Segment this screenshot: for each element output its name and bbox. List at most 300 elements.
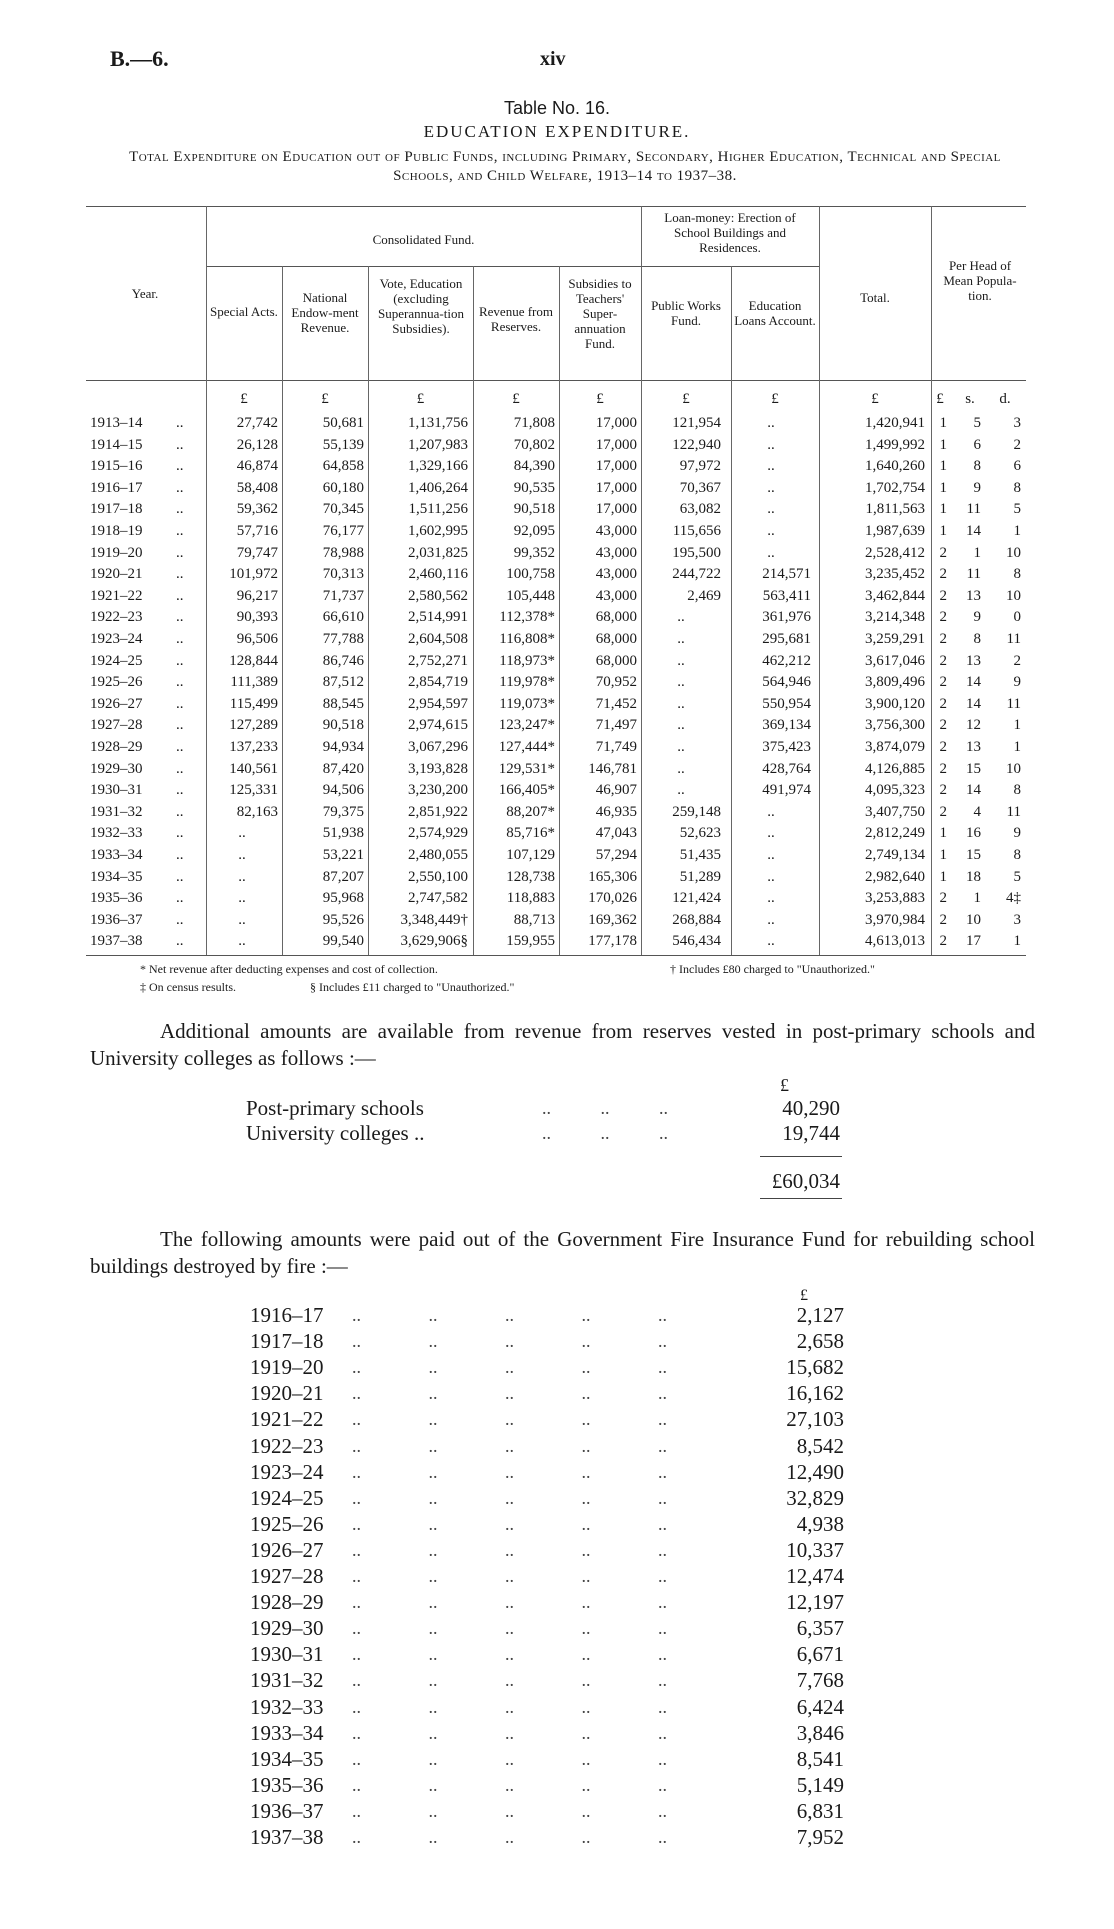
row-year: 1932–33 <box>90 825 143 842</box>
cell-per-head-pounds: 1 <box>939 501 947 518</box>
cell-revenue-reserves: 90,535 <box>513 479 555 496</box>
fire-item-value: 7,952 <box>796 1825 844 1849</box>
cell-subsidies: 57,294 <box>595 847 637 863</box>
cell-special-acts: 125,331 <box>229 782 278 799</box>
cell-per-head-pence: 0 <box>1013 609 1021 626</box>
cell-education-loans: .. <box>767 933 775 950</box>
cell-per-head-pence: 10 <box>1006 544 1021 561</box>
dot-leader: .. .. .. .. .. <box>352 1331 667 1352</box>
cell-per-head-pence: 3 <box>1013 911 1021 928</box>
dot-leader: .. <box>176 501 184 518</box>
cell-per-head-shillings: 9 <box>973 609 981 626</box>
cell-special-acts: 115,499 <box>229 695 278 712</box>
cell-per-head-pounds: 1 <box>939 523 947 539</box>
cell-subsidies: 17,000 <box>595 415 637 431</box>
dot-leader: .. <box>176 415 184 431</box>
cell-special-acts: 59,362 <box>236 501 278 518</box>
reserves-item-value: 40,290 <box>782 1096 840 1120</box>
cell-public-works: 122,940 <box>672 436 721 453</box>
cell-per-head-pounds: 2 <box>939 652 947 669</box>
row-year: 1923–24 <box>90 631 143 647</box>
dot-leader: .. .. .. .. .. <box>352 1644 667 1665</box>
cell-vote: 2,550,100 <box>408 868 468 885</box>
cell-revenue-reserves: 105,448 <box>506 587 555 604</box>
header-national-endowment: National Endow-ment Revenue. <box>291 290 359 335</box>
cell-national-endowment: 94,934 <box>322 739 364 755</box>
unit-label: £ <box>512 391 520 407</box>
fire-item-value: 16,162 <box>786 1381 844 1406</box>
unit-label: £ <box>321 391 329 407</box>
cell-public-works: 63,082 <box>679 501 721 518</box>
cell-total: 4,613,013 <box>865 933 925 950</box>
unit-label: £ <box>936 391 944 407</box>
header-special-acts: Special Acts. <box>210 304 278 319</box>
row-year: 1915–16 <box>90 458 143 475</box>
cell-per-head-shillings: 8 <box>973 458 981 475</box>
cell-public-works: 121,954 <box>672 415 721 431</box>
unit-label: £ <box>771 391 779 407</box>
unit-shillings: s. <box>965 391 975 407</box>
fire-item-value: 6,671 <box>796 1642 844 1667</box>
row-year: 1937–38 <box>90 933 143 950</box>
footnote-census: ‡ On census results. <box>140 980 236 994</box>
row-year: 1921–22 <box>90 587 143 604</box>
cell-vote: 2,460,116 <box>408 566 468 583</box>
cell-education-loans: 361,976 <box>762 609 811 626</box>
cell-revenue-reserves: 119,978* <box>499 674 555 691</box>
cell-per-head-pounds: 1 <box>939 458 947 475</box>
dot-leader: .. .. .. .. .. <box>352 1670 667 1691</box>
fire-item-value: 5,149 <box>796 1772 844 1797</box>
cell-total: 3,756,300 <box>865 717 925 734</box>
cell-per-head-shillings: 9 <box>973 479 981 496</box>
dot-leader: .. .. .. .. .. <box>352 1461 667 1482</box>
cell-total: 3,214,348 <box>865 609 925 626</box>
dot-leader: .. <box>176 523 184 539</box>
cell-total: 3,407,750 <box>865 803 925 820</box>
reserves-paragraph <box>90 1018 1035 1072</box>
cell-public-works: .. <box>677 652 685 669</box>
cell-education-loans: 491,974 <box>762 782 811 799</box>
cell-education-loans: .. <box>767 479 775 496</box>
cell-vote: 2,031,825 <box>408 544 468 561</box>
cell-per-head-shillings: 12 <box>966 717 981 734</box>
cell-national-endowment: 76,177 <box>322 523 364 539</box>
fire-item-year: 1916–17 <box>250 1303 324 1327</box>
cell-public-works: 115,656 <box>672 523 721 539</box>
dot-leader: .. <box>176 847 184 863</box>
cell-national-endowment: 95,968 <box>322 890 364 907</box>
cell-national-endowment: 64,858 <box>322 458 364 475</box>
cell-subsidies: 43,000 <box>595 544 637 561</box>
fire-item-year: 1917–18 <box>250 1329 324 1354</box>
unit-label: £ <box>240 391 248 407</box>
dot-leader: .. .. .. .. .. <box>352 1409 667 1430</box>
fire-item-year: 1929–30 <box>250 1616 324 1641</box>
cell-national-endowment: 53,221 <box>322 847 364 863</box>
cell-per-head-shillings: 1 <box>973 890 981 907</box>
header-revenue-reserves: Revenue from Reserves. <box>478 304 553 334</box>
fire-item-year: 1920–21 <box>250 1381 324 1406</box>
unit-pence: d. <box>999 391 1011 407</box>
fire-item-value: 6,357 <box>796 1616 844 1641</box>
cell-national-endowment: 87,512 <box>322 674 364 691</box>
table-subtitle: Total Expenditure on Education out of Public Funds, including Primary, Secondary, Higher Education, Technical and Special Schools, and Child Welfare, 1913–14 to 1937–38. <box>129 149 1001 184</box>
row-year: 1916–17 <box>90 479 143 496</box>
dot-leader: .. .. .. .. .. <box>352 1539 667 1560</box>
cell-per-head-pounds: 2 <box>939 890 947 907</box>
row-year: 1918–19 <box>90 523 143 539</box>
cell-special-acts: 58,408 <box>236 479 278 496</box>
fire-item-value: 12,490 <box>786 1459 844 1484</box>
cell-public-works: .. <box>677 609 685 626</box>
cell-subsidies: 46,935 <box>595 803 637 820</box>
cell-revenue-reserves: 119,073* <box>499 695 555 712</box>
cell-national-endowment: 71,737 <box>322 587 364 604</box>
dot-leader: .. <box>176 760 184 777</box>
dot-leader: .. <box>176 436 184 453</box>
cell-subsidies: 169,362 <box>588 911 637 928</box>
cell-vote: 3,629,906§ <box>400 933 468 950</box>
cell-revenue-reserves: 100,758 <box>506 566 555 583</box>
fire-item-value: 4,938 <box>796 1511 844 1536</box>
cell-vote: 2,954,597 <box>408 695 468 712</box>
dot-leader: .. .. .. .. .. <box>352 1383 667 1404</box>
cell-revenue-reserves: 88,713 <box>513 911 555 928</box>
dot-leader: .. .. .. <box>542 1123 668 1143</box>
cell-per-head-pounds: 1 <box>939 868 947 885</box>
cell-vote: 2,752,271 <box>408 652 468 669</box>
fire-paragraph <box>90 1226 1035 1280</box>
dot-leader: .. <box>176 933 184 950</box>
cell-vote: 3,193,828 <box>408 760 468 777</box>
dot-leader: .. <box>176 868 184 885</box>
cell-education-loans: .. <box>767 436 775 453</box>
cell-special-acts: 90,393 <box>236 609 278 626</box>
cell-per-head-shillings: 8 <box>973 631 981 647</box>
cell-per-head-shillings: 14 <box>966 674 981 691</box>
dot-leader: .. .. .. .. .. <box>352 1566 667 1586</box>
header-bottom-rule <box>86 380 1026 381</box>
cell-per-head-pence: 10 <box>1006 587 1021 604</box>
cell-per-head-pence: 8 <box>1013 479 1021 496</box>
cell-education-loans: 375,423 <box>762 739 811 755</box>
dot-leader: .. .. .. .. .. <box>352 1618 667 1639</box>
dot-leader: .. .. .. .. .. <box>352 1513 667 1534</box>
dot-leader: .. .. .. .. .. <box>352 1827 667 1847</box>
reserves-text: Additional amounts are available from revenue from reserves vested in post-primary schools and University colleges as follows :— <box>90 1019 1035 1070</box>
cell-per-head-pence: 9 <box>1013 825 1021 842</box>
cell-per-head-pounds: 2 <box>939 695 947 712</box>
dot-leader: .. <box>176 825 184 842</box>
cell-public-works: 259,148 <box>672 803 721 820</box>
cell-total: 3,874,079 <box>865 739 925 755</box>
row-year: 1926–27 <box>90 695 143 712</box>
cell-per-head-shillings: 10 <box>966 911 981 928</box>
cell-per-head-shillings: 18 <box>966 868 981 885</box>
cell-total: 3,253,883 <box>865 890 925 907</box>
fire-item-value: 6,424 <box>796 1694 844 1719</box>
cell-revenue-reserves: 118,883 <box>506 890 555 907</box>
cell-special-acts: .. <box>238 825 246 842</box>
fire-item-year: 1919–20 <box>250 1355 324 1380</box>
cell-public-works: .. <box>677 717 685 734</box>
fire-item-value: 8,541 <box>796 1746 844 1771</box>
cell-revenue-reserves: 92,095 <box>513 523 555 539</box>
cell-subsidies: 165,306 <box>588 868 637 885</box>
dot-leader: .. .. .. .. .. <box>352 1722 667 1743</box>
fire-item-year: 1928–29 <box>250 1590 324 1615</box>
dot-leader: .. <box>176 587 184 604</box>
cell-national-endowment: 86,746 <box>322 652 364 669</box>
cell-revenue-reserves: 116,808* <box>499 631 555 647</box>
row-year: 1913–14 <box>90 415 143 431</box>
cell-public-works: .. <box>677 695 685 712</box>
sum-rule <box>760 1156 842 1157</box>
cell-total: 1,420,941 <box>865 415 925 431</box>
cell-per-head-pounds: 1 <box>939 479 947 496</box>
cell-special-acts: 137,233 <box>229 739 278 755</box>
cell-vote: 1,131,756 <box>408 415 468 431</box>
cell-per-head-pounds: 2 <box>939 911 947 928</box>
cell-vote: 2,480,055 <box>408 847 468 863</box>
cell-subsidies: 68,000 <box>595 609 637 626</box>
cell-per-head-pounds: 2 <box>939 782 947 799</box>
row-year: 1930–31 <box>90 782 143 799</box>
cell-public-works: 244,722 <box>672 566 721 583</box>
document-code: B.—6. <box>110 46 169 71</box>
fire-item-value: 8,542 <box>796 1433 844 1458</box>
cell-per-head-shillings: 11 <box>966 501 981 518</box>
cell-per-head-pence: 4‡ <box>1006 890 1021 907</box>
cell-subsidies: 17,000 <box>595 436 637 453</box>
cell-revenue-reserves: 70,802 <box>513 436 555 453</box>
cell-per-head-pounds: 2 <box>939 739 947 755</box>
cell-special-acts: 46,874 <box>236 458 278 475</box>
dot-leader: .. .. .. .. .. <box>352 1592 667 1613</box>
cell-public-works: .. <box>677 674 685 691</box>
cell-education-loans: .. <box>767 523 775 539</box>
header-year: Year. <box>131 286 159 301</box>
cell-total: 3,462,844 <box>865 587 925 604</box>
cell-per-head-shillings: 5 <box>973 415 981 431</box>
row-year: 1917–18 <box>90 501 143 518</box>
cell-education-loans: .. <box>767 868 775 885</box>
dot-leader: .. .. .. <box>542 1098 668 1118</box>
cell-public-works: .. <box>677 782 685 799</box>
cell-subsidies: 17,000 <box>595 479 637 496</box>
cell-per-head-shillings: 6 <box>973 436 981 453</box>
cell-subsidies: 71,749 <box>595 739 637 755</box>
reserves-total: £60,034 <box>771 1169 840 1193</box>
cell-vote: 3,067,296 <box>408 739 468 755</box>
cell-education-loans: .. <box>767 544 775 561</box>
header-loan-money: Loan-money: Erection of School Buildings and Residences. <box>664 210 796 255</box>
cell-revenue-reserves: 123,247* <box>498 717 555 734</box>
cell-per-head-shillings: 13 <box>966 652 981 669</box>
cell-per-head-shillings: 16 <box>966 825 981 842</box>
cell-special-acts: 96,506 <box>236 631 278 647</box>
fire-item-value: 15,682 <box>786 1355 844 1380</box>
cell-special-acts: 111,389 <box>230 674 278 691</box>
cell-per-head-pounds: 2 <box>939 566 947 583</box>
cell-special-acts: .. <box>238 847 246 863</box>
cell-subsidies: 68,000 <box>595 631 637 647</box>
cell-public-works: .. <box>677 739 685 755</box>
cell-per-head-pounds: 2 <box>939 803 947 820</box>
cell-subsidies: 43,000 <box>595 566 637 583</box>
fire-item-value: 7,768 <box>796 1668 844 1693</box>
cell-special-acts: 127,289 <box>229 717 278 734</box>
cell-per-head-pence: 11 <box>1006 631 1021 647</box>
fire-item-year: 1925–26 <box>250 1511 324 1536</box>
cell-per-head-pounds: 2 <box>939 717 947 734</box>
cell-public-works: 121,424 <box>672 890 721 907</box>
cell-per-head-pence: 8 <box>1013 847 1021 863</box>
cell-revenue-reserves: 127,444* <box>498 739 555 755</box>
cell-total: 2,528,412 <box>865 544 925 561</box>
cell-special-acts: 26,128 <box>236 436 278 453</box>
cell-national-endowment: 60,180 <box>322 479 364 496</box>
table-number: Table No. 16. <box>503 98 611 118</box>
cell-per-head-pence: 11 <box>1006 695 1021 712</box>
dot-leader: .. .. .. .. .. <box>352 1357 667 1378</box>
fire-item-value: 27,103 <box>786 1407 844 1432</box>
fire-unit: £ <box>800 1287 808 1304</box>
header-subsidies: Subsidies to Teachers' Super-annuation Fund. <box>568 276 632 351</box>
reserves-unit: £ <box>780 1075 789 1095</box>
cell-subsidies: 146,781 <box>588 760 637 777</box>
cell-education-loans: 564,946 <box>762 674 811 691</box>
cell-national-endowment: 78,988 <box>322 544 364 561</box>
dot-leader: .. <box>176 695 184 712</box>
cell-special-acts: .. <box>238 911 246 928</box>
cell-national-endowment: 66,610 <box>322 609 364 626</box>
cell-revenue-reserves: 107,129 <box>506 847 555 863</box>
cell-total: 3,617,046 <box>865 652 925 669</box>
cell-total: 3,259,291 <box>865 631 925 647</box>
cell-per-head-shillings: 17 <box>966 933 981 950</box>
cell-per-head-pence: 3 <box>1013 415 1021 431</box>
loan-group-rule <box>641 266 819 267</box>
cell-vote: 3,230,200 <box>408 782 468 799</box>
cell-education-loans: 563,411 <box>762 587 811 604</box>
unit-label: £ <box>682 391 690 407</box>
fire-item-value: 2,658 <box>796 1329 844 1354</box>
dot-leader: .. .. .. .. .. <box>352 1487 667 1508</box>
cell-special-acts: 79,747 <box>236 544 278 561</box>
reserves-item-label: University colleges .. <box>246 1121 425 1145</box>
cell-special-acts: 27,742 <box>236 415 278 431</box>
cell-vote: 1,602,995 <box>408 523 468 539</box>
cell-public-works: 268,884 <box>672 911 721 928</box>
cell-vote: 1,207,983 <box>408 436 468 453</box>
dot-leader: .. <box>176 458 184 475</box>
cell-special-acts: 57,716 <box>236 523 278 539</box>
cell-per-head-pounds: 2 <box>939 674 947 691</box>
fire-item-value: 2,127 <box>796 1303 844 1327</box>
cell-total: 4,095,323 <box>865 782 925 799</box>
header-education-loans: Education Loans Account. <box>734 298 816 328</box>
cell-per-head-pounds: 2 <box>939 587 947 604</box>
header-per-head: Per Head of Mean Popula-tion. <box>943 258 1017 303</box>
cell-per-head-pence: 2 <box>1013 652 1021 669</box>
unit-label: £ <box>596 391 604 407</box>
fire-item-value: 10,337 <box>786 1537 844 1562</box>
cell-per-head-shillings: 13 <box>966 739 981 755</box>
cell-subsidies: 17,000 <box>595 501 637 518</box>
fire-item-year: 1931–32 <box>250 1668 324 1693</box>
cell-subsidies: 46,907 <box>595 782 637 799</box>
fire-item-value: 6,831 <box>796 1798 844 1823</box>
page-number: xiv <box>540 48 566 70</box>
cell-special-acts: .. <box>238 933 246 950</box>
cell-per-head-shillings: 14 <box>966 523 981 539</box>
cell-per-head-pounds: 1 <box>939 825 947 842</box>
cell-special-acts: 128,844 <box>229 652 278 669</box>
cell-public-works: 52,623 <box>679 825 721 842</box>
cell-vote: 2,974,615 <box>408 717 468 734</box>
cell-education-loans: 550,954 <box>762 695 811 712</box>
cell-special-acts: 82,163 <box>236 803 278 820</box>
row-year: 1919–20 <box>90 544 143 561</box>
cell-revenue-reserves: 159,955 <box>506 933 555 950</box>
cell-per-head-pounds: 2 <box>939 544 947 561</box>
cell-special-acts: .. <box>238 868 246 885</box>
cell-per-head-pence: 6 <box>1013 458 1021 475</box>
dot-leader: .. <box>176 803 184 820</box>
dot-leader: .. <box>176 911 184 928</box>
cell-public-works: 546,434 <box>672 933 721 950</box>
header-public-works: Public Works Fund. <box>651 298 721 328</box>
cell-special-acts: 101,972 <box>229 566 278 583</box>
cell-education-loans: .. <box>767 501 775 518</box>
cell-education-loans: 462,212 <box>762 652 811 669</box>
cell-per-head-pence: 8 <box>1013 782 1021 799</box>
cell-per-head-pence: 9 <box>1013 674 1021 691</box>
cell-total: 3,809,496 <box>865 674 925 691</box>
fire-item-year: 1934–35 <box>250 1746 324 1771</box>
cell-national-endowment: 55,139 <box>322 436 364 453</box>
cell-national-endowment: 88,545 <box>322 695 364 712</box>
cell-public-works: .. <box>677 631 685 647</box>
cell-education-loans: .. <box>767 803 775 820</box>
cell-national-endowment: 79,375 <box>322 803 364 820</box>
cell-education-loans: .. <box>767 911 775 928</box>
header-consolidated-fund: Consolidated Fund. <box>372 232 475 247</box>
cell-total: 1,987,639 <box>865 523 925 539</box>
cell-revenue-reserves: 85,716* <box>506 825 555 842</box>
cell-revenue-reserves: 166,405* <box>498 782 555 799</box>
dot-leader: .. <box>176 890 184 907</box>
cell-total: 2,749,134 <box>865 847 925 863</box>
cell-vote: 2,514,991 <box>408 609 468 626</box>
cell-per-head-pounds: 1 <box>939 436 947 453</box>
fire-item-value: 12,474 <box>786 1564 844 1588</box>
table-top-rule <box>86 206 1026 207</box>
row-year: 1922–23 <box>90 609 143 626</box>
cell-national-endowment: 50,681 <box>322 415 364 431</box>
fire-item-year: 1930–31 <box>250 1642 324 1667</box>
cell-vote: 2,580,562 <box>408 587 468 604</box>
row-year: 1934–35 <box>90 868 143 885</box>
dot-leader: .. <box>176 631 184 647</box>
fire-item-year: 1932–33 <box>250 1694 324 1719</box>
cell-education-loans: .. <box>767 890 775 907</box>
cell-subsidies: 71,497 <box>595 717 637 734</box>
cell-public-works: 2,469 <box>687 587 721 604</box>
header-vote-education: Vote, Education (excluding Superannua-tion Subsidies). <box>378 276 464 336</box>
